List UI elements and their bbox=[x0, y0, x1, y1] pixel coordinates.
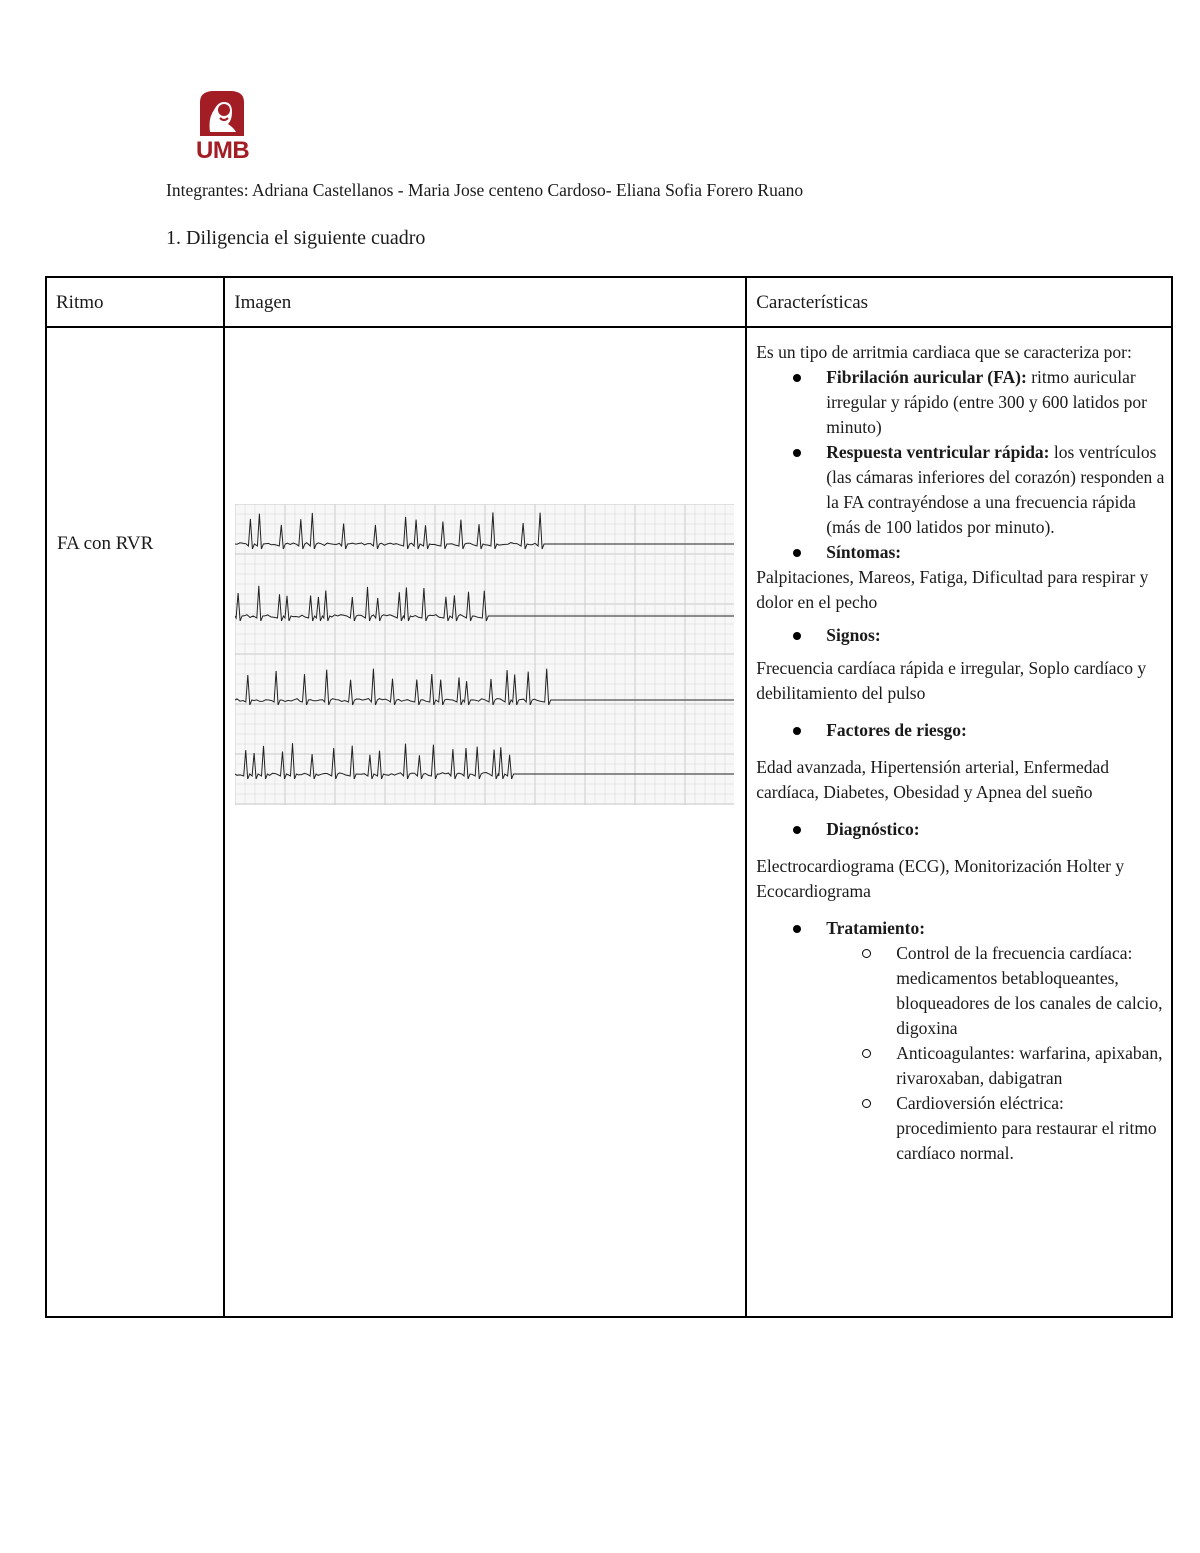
item-label: Signos: bbox=[826, 625, 881, 645]
list-item-risk bbox=[756, 718, 1165, 743]
treatment-list bbox=[756, 916, 1165, 1166]
risk-list bbox=[756, 718, 1165, 743]
ecg-background bbox=[235, 504, 734, 805]
list-item-diagnosis bbox=[756, 817, 1165, 842]
header-cell-rhythm: Ritmo bbox=[46, 277, 224, 327]
list-item-signs bbox=[756, 623, 1165, 648]
logo-text: UMB bbox=[196, 137, 250, 164]
rhythm-table bbox=[45, 276, 1173, 1318]
item-label: Fibrilación auricular (FA): bbox=[826, 367, 1027, 387]
sub-item-rate-control: Control de la frecuencia cardíaca: medicamentos betabloqueantes, bloqueadores de los canales de calcio, digoxina bbox=[756, 941, 1165, 1041]
header-cell-image: Imagen bbox=[224, 277, 746, 327]
list-item-rvr bbox=[756, 440, 1165, 540]
list-item-symptoms bbox=[756, 540, 1165, 565]
features-cell bbox=[746, 327, 1172, 1317]
list-item-af bbox=[756, 365, 1165, 440]
item-label: Respuesta ventricular rápida: bbox=[826, 442, 1050, 462]
table-header-row bbox=[46, 277, 1172, 327]
diagnosis-text: Electrocardiograma (ECG), Monitorización Holter y Ecocardiograma bbox=[756, 856, 1125, 901]
members-line: Integrantes: Adriana Castellanos - Maria Jose centeno Cardoso- Eliana Sofia Forero Ruano bbox=[166, 180, 804, 200]
features-content bbox=[747, 328, 1171, 1166]
symptoms-text: Palpitaciones, Mareos, Fatiga, Dificultad para respirar y dolor en el pecho bbox=[756, 567, 1149, 612]
features-intro: Es un tipo de arritmia cardiaca que se caracteriza por: bbox=[756, 342, 1132, 362]
header-cell-features: Características bbox=[746, 277, 1172, 327]
list-item-treatment bbox=[756, 916, 1165, 941]
ecg-strip-svg bbox=[235, 504, 734, 805]
item-text: los ventrículos (las cámaras inferiores del corazón) responden a la FA contrayéndose a una frecuencia rápida (más de 100 latidos por minuto). bbox=[826, 442, 1165, 537]
features-list bbox=[756, 365, 1165, 565]
sub-item-cardioversion: Cardioversión eléctrica: procedimiento para restaurar el ritmo cardíaco normal. bbox=[756, 1091, 1165, 1166]
item-label: Factores de riesgo: bbox=[826, 720, 967, 740]
rhythm-name: FA con RVR bbox=[57, 533, 154, 554]
signs-text: Frecuencia cardíaca rápida e irregular, Soplo cardíaco y debilitamiento del pulso bbox=[756, 658, 1147, 703]
signs-list bbox=[756, 623, 1165, 648]
item-label: Síntomas: bbox=[826, 542, 902, 562]
item-label: Diagnóstico: bbox=[826, 819, 920, 839]
item-text: ritmo auricular irregular y rápido (entre 300 y 600 latidos por minuto) bbox=[826, 367, 1147, 437]
table-row bbox=[46, 327, 1172, 1317]
image-cell bbox=[224, 327, 746, 1317]
diagnosis-list bbox=[756, 817, 1165, 842]
ecg-strip-image bbox=[235, 504, 734, 805]
risk-text: Edad avanzada, Hipertensión arterial, Enfermedad cardíaca, Diabetes, Obesidad y Apnea del sueño bbox=[756, 757, 1109, 802]
item-label: Tratamiento: bbox=[826, 918, 926, 938]
section-title: 1. Diligencia el siguiente cuadro bbox=[166, 227, 426, 249]
sub-item-anticoagulants: Anticoagulantes: warfarina, apixaban, rivaroxaban, dabigatran bbox=[756, 1041, 1165, 1091]
rhythm-cell bbox=[46, 327, 224, 1317]
